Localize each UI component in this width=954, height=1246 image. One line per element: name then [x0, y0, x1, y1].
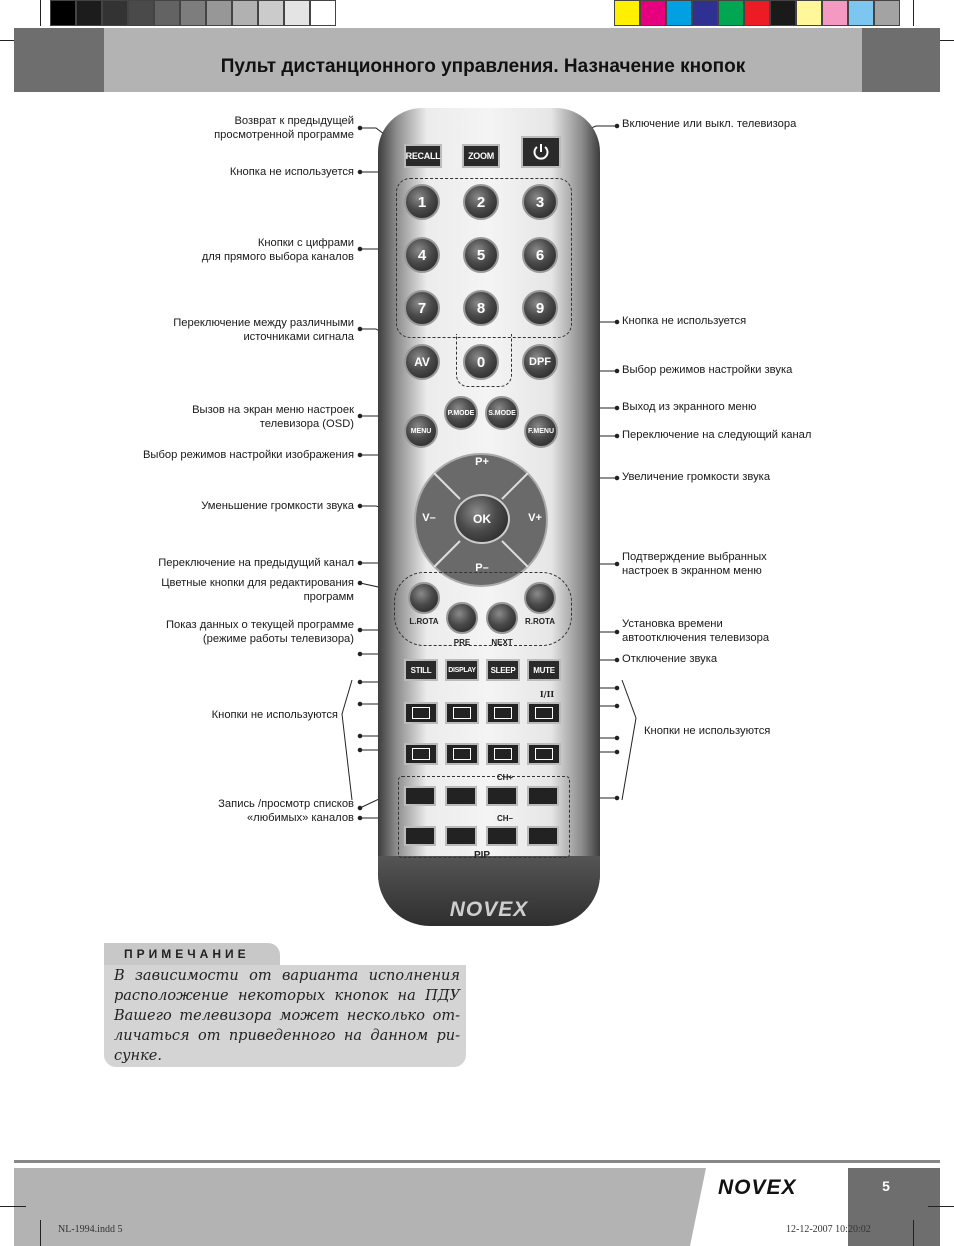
- still-button[interactable]: STILL: [404, 659, 438, 681]
- av-button[interactable]: AV: [404, 344, 440, 380]
- smode-button[interactable]: S.MODE: [485, 396, 519, 430]
- reveal-icon: [453, 748, 471, 760]
- label-pmode: Выбор режимов настройки изображения: [142, 449, 354, 461]
- vplus-button[interactable]: V+: [528, 512, 542, 524]
- crop-mark: [40, 1220, 41, 1246]
- clock-icon: [494, 707, 512, 719]
- label-display: Показ данных о текущей программе (режиме работы телевизора): [165, 619, 354, 645]
- vminus-button[interactable]: V–: [422, 512, 436, 524]
- digit-8-button[interactable]: 8: [463, 290, 499, 326]
- pip-button-bottom-right[interactable]: [527, 826, 559, 846]
- note-text: В зависимости от варианта исполнения расположение некоторых кнопок на ПДУ Вашего телевизора может несколько от- личаться от приведенного на данном ри- сунке.: [114, 968, 460, 1064]
- next-label: NEXT: [491, 638, 513, 647]
- label-vplus: Увеличение громкости звука: [622, 471, 771, 483]
- index-icon: [535, 748, 553, 760]
- next-button[interactable]: [486, 602, 518, 634]
- pre-button[interactable]: [446, 602, 478, 634]
- teletext-button[interactable]: [404, 702, 438, 724]
- page-title: Пульт дистанционного управления. Назначение кнопок: [220, 56, 746, 77]
- remote-brand-logo: NOVEX: [449, 898, 529, 921]
- label-unused-left: Кнопки не используются: [211, 709, 338, 721]
- pip-label: PIP: [473, 850, 491, 861]
- label-pminus: Переключение на предыдущий канал: [158, 557, 354, 569]
- subtitle-button[interactable]: [445, 702, 479, 724]
- note-title: ПРИМЕЧАНИЕ: [124, 947, 250, 961]
- pre-label: PRE: [453, 638, 471, 647]
- pip-button-top-right[interactable]: [527, 786, 559, 806]
- page-number: 5: [882, 1178, 890, 1194]
- index-button[interactable]: [527, 743, 561, 765]
- favorite-button-3[interactable]: [404, 826, 436, 846]
- footer-rule: [14, 1160, 940, 1163]
- label-menu: Вызов на экран меню настроек телевизора (OSD): [192, 404, 354, 430]
- mute-button[interactable]: MUTE: [527, 659, 561, 681]
- hold-button[interactable]: [486, 743, 520, 765]
- label-smode: Выбор режимов настройки звука: [622, 364, 793, 376]
- label-power: Включение или выкл. телевизора: [622, 118, 797, 130]
- l-rota-button[interactable]: [408, 582, 440, 614]
- pplus-button[interactable]: P+: [475, 456, 489, 468]
- label-mute: Отключение звука: [622, 653, 718, 665]
- ch-minus-label: CH–: [496, 814, 513, 823]
- size-button[interactable]: [404, 743, 438, 765]
- label-unused-right: Кнопки не используются: [644, 725, 771, 737]
- label-vminus: Уменьшение громкости звука: [201, 500, 354, 512]
- digit-2-button[interactable]: 2: [463, 184, 499, 220]
- digit-4-button[interactable]: 4: [404, 237, 440, 273]
- pmode-button[interactable]: P.MODE: [444, 396, 478, 430]
- fmenu-button[interactable]: F.MENU: [524, 414, 558, 448]
- favorite-button-4[interactable]: [445, 826, 477, 846]
- label-zoom: Кнопка не используется: [229, 166, 354, 178]
- ch-minus-button[interactable]: [486, 826, 518, 846]
- power-icon: [532, 143, 550, 161]
- crop-mark: [0, 1206, 26, 1207]
- digit-3-button[interactable]: 3: [522, 184, 558, 220]
- size-icon: [412, 748, 430, 760]
- digit-7-button[interactable]: 7: [404, 290, 440, 326]
- zoom-button[interactable]: ZOOM: [462, 144, 500, 168]
- sleep-button[interactable]: SLEEP: [486, 659, 520, 681]
- audio-mode-icon: [535, 707, 553, 719]
- footer-brand-logo: NOVEX: [718, 1176, 797, 1199]
- audio-mode-mark: I/II: [539, 689, 555, 699]
- digit-6-button[interactable]: 6: [522, 237, 558, 273]
- menu-button[interactable]: MENU: [404, 414, 438, 448]
- label-ok: Подтверждение выбранных настроек в экранном меню: [622, 551, 767, 577]
- digit-5-button[interactable]: 5: [463, 237, 499, 273]
- label-fmenu: Выход из экранного меню: [622, 401, 757, 413]
- r-rota-button[interactable]: [524, 582, 556, 614]
- ch-plus-button[interactable]: [486, 786, 518, 806]
- reveal-button[interactable]: [445, 743, 479, 765]
- label-pplus: Переключение на следующий канал: [622, 429, 812, 441]
- slug-file: NL-1994.indd 5: [58, 1224, 123, 1235]
- subtitle-icon: [453, 707, 471, 719]
- crop-mark: [913, 1220, 914, 1246]
- audio-mode-button[interactable]: [527, 702, 561, 724]
- pminus-button[interactable]: P–: [475, 562, 489, 574]
- label-digits: Кнопки с цифрами для прямого выбора каналов: [201, 237, 354, 263]
- ch-plus-label: CH+: [496, 773, 514, 782]
- slug-date: 12-12-2007 10:20:02: [786, 1224, 871, 1235]
- label-favorites: Запись /просмотр списков «любимых» каналов: [218, 798, 354, 824]
- hold-icon: [494, 748, 512, 760]
- digit-1-button[interactable]: 1: [404, 184, 440, 220]
- power-button[interactable]: [521, 136, 561, 168]
- ok-button[interactable]: OK: [454, 494, 510, 544]
- l-rota-label: L.ROTA: [409, 617, 439, 626]
- clock-button[interactable]: [486, 702, 520, 724]
- label-dpf: Кнопка не используется: [622, 315, 747, 327]
- favorite-button-1[interactable]: [404, 786, 436, 806]
- label-recall: Возврат к предыдущей просмотренной программе: [214, 115, 354, 141]
- teletext-icon: [412, 707, 430, 719]
- digit-0-button[interactable]: 0: [463, 344, 499, 380]
- label-av: Переключение между различными источниками сигнала: [173, 317, 354, 343]
- label-color-keys: Цветные кнопки для редактирования программ: [161, 577, 354, 603]
- favorite-button-2[interactable]: [445, 786, 477, 806]
- display-button[interactable]: DISPLAY: [445, 659, 479, 681]
- recall-button[interactable]: RECALL: [404, 144, 442, 168]
- label-sleep: Установка времени автоотключения телевизора: [622, 618, 770, 644]
- crop-mark: [928, 1206, 954, 1207]
- dpf-button[interactable]: DPF: [522, 344, 558, 380]
- digit-9-button[interactable]: 9: [522, 290, 558, 326]
- r-rota-label: R.ROTA: [524, 617, 556, 626]
